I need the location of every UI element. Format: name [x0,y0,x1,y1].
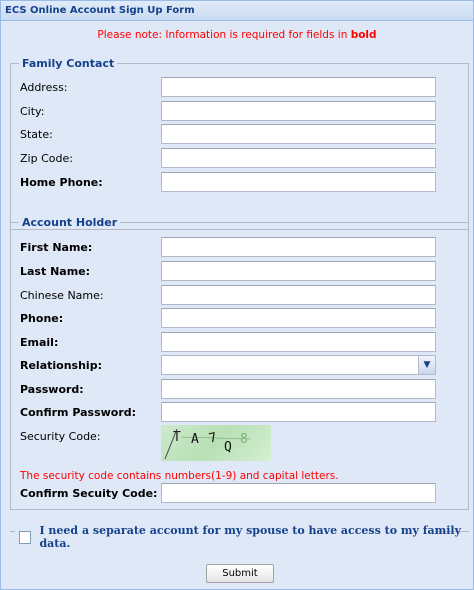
confirm-security-code-label: Confirm Secuity Code: [20,487,158,500]
required-note-bold: bold [350,29,377,41]
captcha-image [161,425,271,461]
relationship-select[interactable] [161,355,436,375]
state-input[interactable] [161,124,436,144]
address-input[interactable] [161,77,436,97]
home-phone-input[interactable] [161,172,436,192]
confirm-security-code-input[interactable] [161,483,436,503]
address-label: Address: [20,81,68,94]
zip-code-label: Zip Code: [20,152,73,165]
confirm-password-input[interactable] [161,402,436,422]
confirm-password-label: Confirm Password: [20,406,137,419]
last-name-input[interactable] [161,261,436,281]
submit-button[interactable]: Submit [206,564,274,583]
security-code-hint: The security code contains numbers(1-9) and capital letters. [20,470,339,482]
spouse-option[interactable] [19,524,473,550]
captcha-char: 7 [207,430,219,447]
account-holder-legend: Account Holder [22,216,118,229]
city-label: City: [20,105,45,118]
captcha-char: Q [224,440,232,455]
password-input[interactable] [161,379,436,399]
captcha-char: T [173,430,181,445]
first-name-input[interactable] [161,237,436,257]
phone-input[interactable] [161,308,436,328]
email-label: Email: [20,336,59,349]
zip-code-input[interactable] [161,148,436,168]
chinese-name-label: Chinese Name: [20,289,104,302]
relationship-label: Relationship: [20,359,102,372]
panel-title: ECS Online Account Sign Up Form [1,1,473,21]
city-input[interactable] [161,101,436,121]
security-code-label: Security Code: [20,430,101,443]
required-note [1,29,473,41]
captcha-char: A [191,432,199,447]
last-name-label: Last Name: [20,265,91,278]
first-name-label: First Name: [20,241,93,254]
chinese-name-input[interactable] [161,285,436,305]
spouse-checkbox[interactable] [19,531,31,544]
captcha-char: 8 [240,432,248,447]
chevron-down-icon[interactable]: ▼ [418,356,435,374]
required-note-text: Please note: Information is required for fields in [97,29,351,41]
spouse-label: I need a separate account for my spouse to have access to my family data. [39,524,461,550]
state-label: State: [20,128,53,141]
home-phone-label: Home Phone: [20,176,103,189]
family-contact-legend: Family Contact [22,57,115,70]
password-label: Password: [20,383,84,396]
panel-body [1,22,473,589]
phone-label: Phone: [20,312,64,325]
email-input[interactable] [161,332,436,352]
